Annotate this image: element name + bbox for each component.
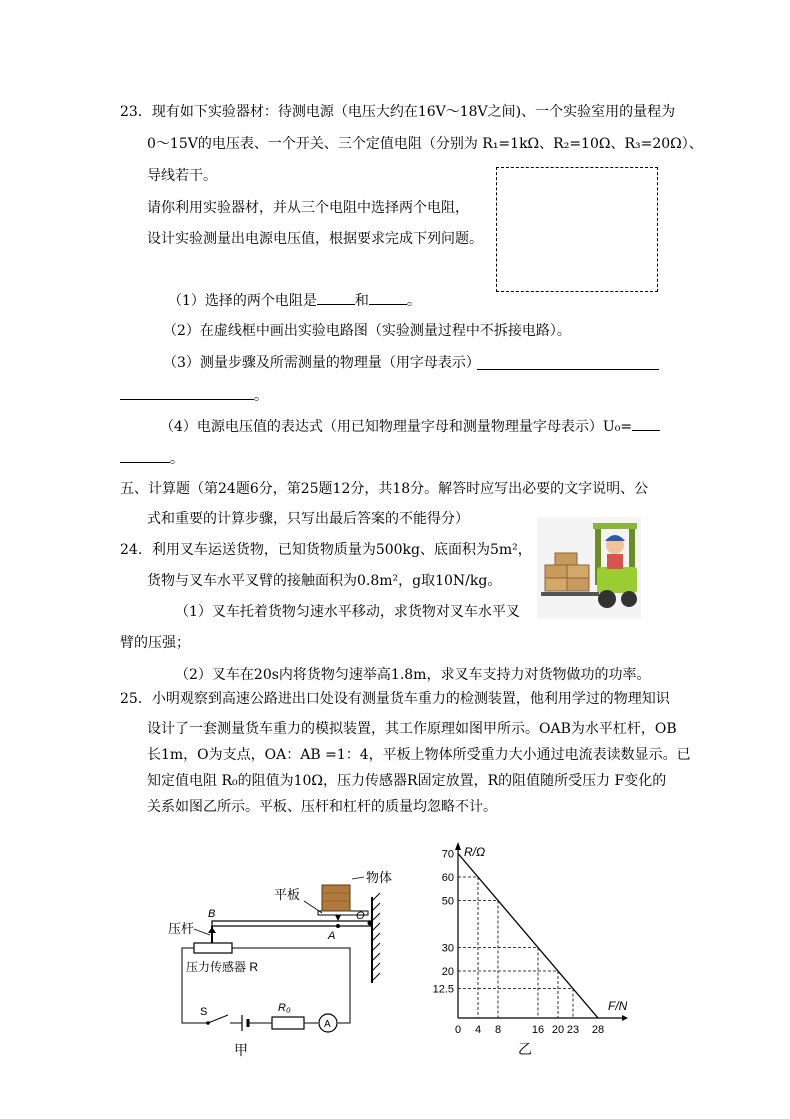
driver-cap <box>605 535 625 541</box>
y-tick-label: 30 <box>441 942 454 955</box>
r0-label: R₀ <box>278 1002 291 1014</box>
cargo-box <box>555 553 577 565</box>
q23-sub3-text: （3）测量步骤及所需测量的物理量（用字母表示） <box>163 355 480 371</box>
x-tick-label: 4 <box>474 1024 482 1036</box>
plate-support <box>335 915 341 921</box>
y-tick-label: 50 <box>441 895 454 908</box>
cargo-box <box>567 565 589 578</box>
x-tick-label: 20 <box>551 1024 565 1036</box>
object-box <box>322 885 350 911</box>
forklift-fork <box>541 592 599 596</box>
q23-sub1-end: 。 <box>406 293 421 309</box>
cargo-box <box>545 578 567 591</box>
forklift-roof <box>593 523 637 529</box>
pressure-sensor <box>194 943 232 953</box>
q23-sub1-text: （1）选择的两个电阻是 <box>168 293 317 309</box>
rod-pointer <box>194 929 210 935</box>
y-tick-label: 20 <box>441 966 454 978</box>
answer-blank-3a[interactable] <box>477 355 659 370</box>
q23-line1: 23．现有如下实验器材：待测电源（电压大约在16V～18V之间)、一个实验室用的量程为 <box>120 104 676 120</box>
figure-jia-caption: 甲 <box>234 1042 248 1058</box>
q23-sub4-text: （4）电源电压值的表达式（用已知物理量字母和测量物理量字母表示）U₀= <box>160 419 633 435</box>
y-tick-label: 70 <box>441 848 454 861</box>
q23-line2: 0～15V的电压表、一个开关、三个定值电阻（分别为 R₁=1kΩ、R₂=10Ω、R₃=20Ω）、 <box>147 136 703 152</box>
y-tick-label: 12.5 <box>432 983 454 996</box>
rod-label: 压杆 <box>168 921 195 936</box>
q25-line5: 关系如图乙所示。平板、压杆和杠杆的质量均忽略不计。 <box>147 799 497 815</box>
x-tick-label: 23 <box>566 1024 580 1036</box>
forklift-drawing <box>537 517 641 619</box>
q25-line3: 长1m，O为支点，OA：AB =1：4，平板上物体所受重力大小通过电流表读数显示。已 <box>147 747 691 763</box>
q24-sub2: （2）叉车在20s内将货物匀速举高1.8m，求叉车支持力对货物做功的功率。 <box>175 667 651 683</box>
cargo-box <box>567 578 589 591</box>
rod-arrow <box>208 927 216 933</box>
switch-lever[interactable] <box>208 1015 228 1023</box>
series-line <box>458 854 598 1019</box>
q23-line4: 请你利用实验器材，并从三个电阻中选择两个电阻， <box>147 200 469 216</box>
section5-line1: 五、计算题（第24题6分，第25题12分，共18分。解答时应写出必要的文字说明、公 <box>120 481 649 497</box>
x-axis-arrow <box>622 1015 628 1021</box>
q23-sub4-end: 。 <box>170 451 184 467</box>
q24-line2: 货物与叉车水平叉臂的接触面积为0.8m²，g取10N/kg。 <box>147 573 502 589</box>
q25-line1: 25．小明观察到高速公路进出口处设有测量货车重力的检测装置，他利用学过的物理知识 <box>120 691 670 707</box>
forklift-image <box>537 517 641 619</box>
x-tick-label: 28 <box>591 1024 605 1036</box>
q23-sub1-and: 和 <box>354 293 369 309</box>
q24-line1: 24．利用叉车运送货物，已知货物质量为500kg、底面积为5m²， <box>120 542 532 558</box>
q23-sub4 <box>160 416 660 437</box>
y-axis-arrow <box>455 842 461 850</box>
q25-line4: 知定值电阻 R₀的阻值为10Ω，压力传感器R固定放置，R的阻值随所受压力 F变化的 <box>147 773 667 789</box>
circuit-drawing-box <box>496 167 658 292</box>
x-axis-label: F/N <box>608 999 628 1013</box>
q23-sub3-end: 。 <box>254 388 268 404</box>
answer-blank-2[interactable] <box>369 290 407 305</box>
q23-sub3-cont <box>120 385 268 406</box>
q23-sub2: （2）在虚线框中画出实验电路图（实验测量过程中不拆接电路）。 <box>163 323 571 339</box>
point-b-label: B <box>208 908 216 920</box>
forklift-wheel <box>621 591 637 607</box>
point-o-label: O <box>356 910 365 922</box>
sensor-label: 压力传感器 R <box>186 960 259 974</box>
figure-yi-caption: 乙 <box>518 1041 532 1057</box>
point-a-label: A <box>328 930 336 942</box>
figure-yi-chart <box>426 838 646 1063</box>
x-tick-label: 0 <box>454 1024 462 1036</box>
q23-line3: 导线若干。 <box>147 168 217 184</box>
forklift-body <box>597 567 637 593</box>
q24-sub1: （1）叉车托着货物匀速水平移动，求货物对叉车水平叉 <box>175 604 520 620</box>
ammeter-label: A <box>324 1019 331 1030</box>
y-axis-label: R/Ω <box>464 845 486 859</box>
switch-label: S <box>200 1006 208 1018</box>
q23-sub1 <box>168 290 421 311</box>
q23-sub4-cont <box>120 448 184 469</box>
answer-blank-4b[interactable] <box>120 448 170 463</box>
answer-blank-3b[interactable] <box>120 385 254 400</box>
wall-hatching <box>372 893 380 981</box>
point-a <box>336 924 340 928</box>
figure-jia <box>150 855 400 1065</box>
resistor-r0 <box>272 1017 304 1029</box>
q23-line5: 设计实验测量出电源电压值，根据要求完成下列问题。 <box>147 231 483 247</box>
plate-label: 平板 <box>274 887 301 902</box>
y-tick-label: 60 <box>441 872 454 884</box>
x-tick-label: 16 <box>531 1024 545 1036</box>
x-tick-label: 8 <box>494 1024 502 1036</box>
answer-blank-1[interactable] <box>317 290 355 305</box>
q23-sub3 <box>163 353 480 373</box>
q24-sub1-cont: 臂的压强； <box>120 635 190 651</box>
object-pointer <box>352 877 364 879</box>
forklift-wheel <box>598 590 616 608</box>
lever-bar <box>212 921 372 926</box>
q25-line2: 设计了一套测量货车重力的模拟装置，其工作原理如图甲所示。OAB为水平杠杆，OB <box>147 721 677 737</box>
plate-pointer <box>304 901 322 913</box>
pivot-o <box>368 921 373 926</box>
answer-blank-4a[interactable] <box>632 416 660 431</box>
object-label: 物体 <box>366 870 393 885</box>
driver-body <box>607 554 623 569</box>
section5-line2: 式和重要的计算步骤，只写出最后答案的不能得分） <box>147 511 469 527</box>
cargo-box <box>545 565 567 578</box>
